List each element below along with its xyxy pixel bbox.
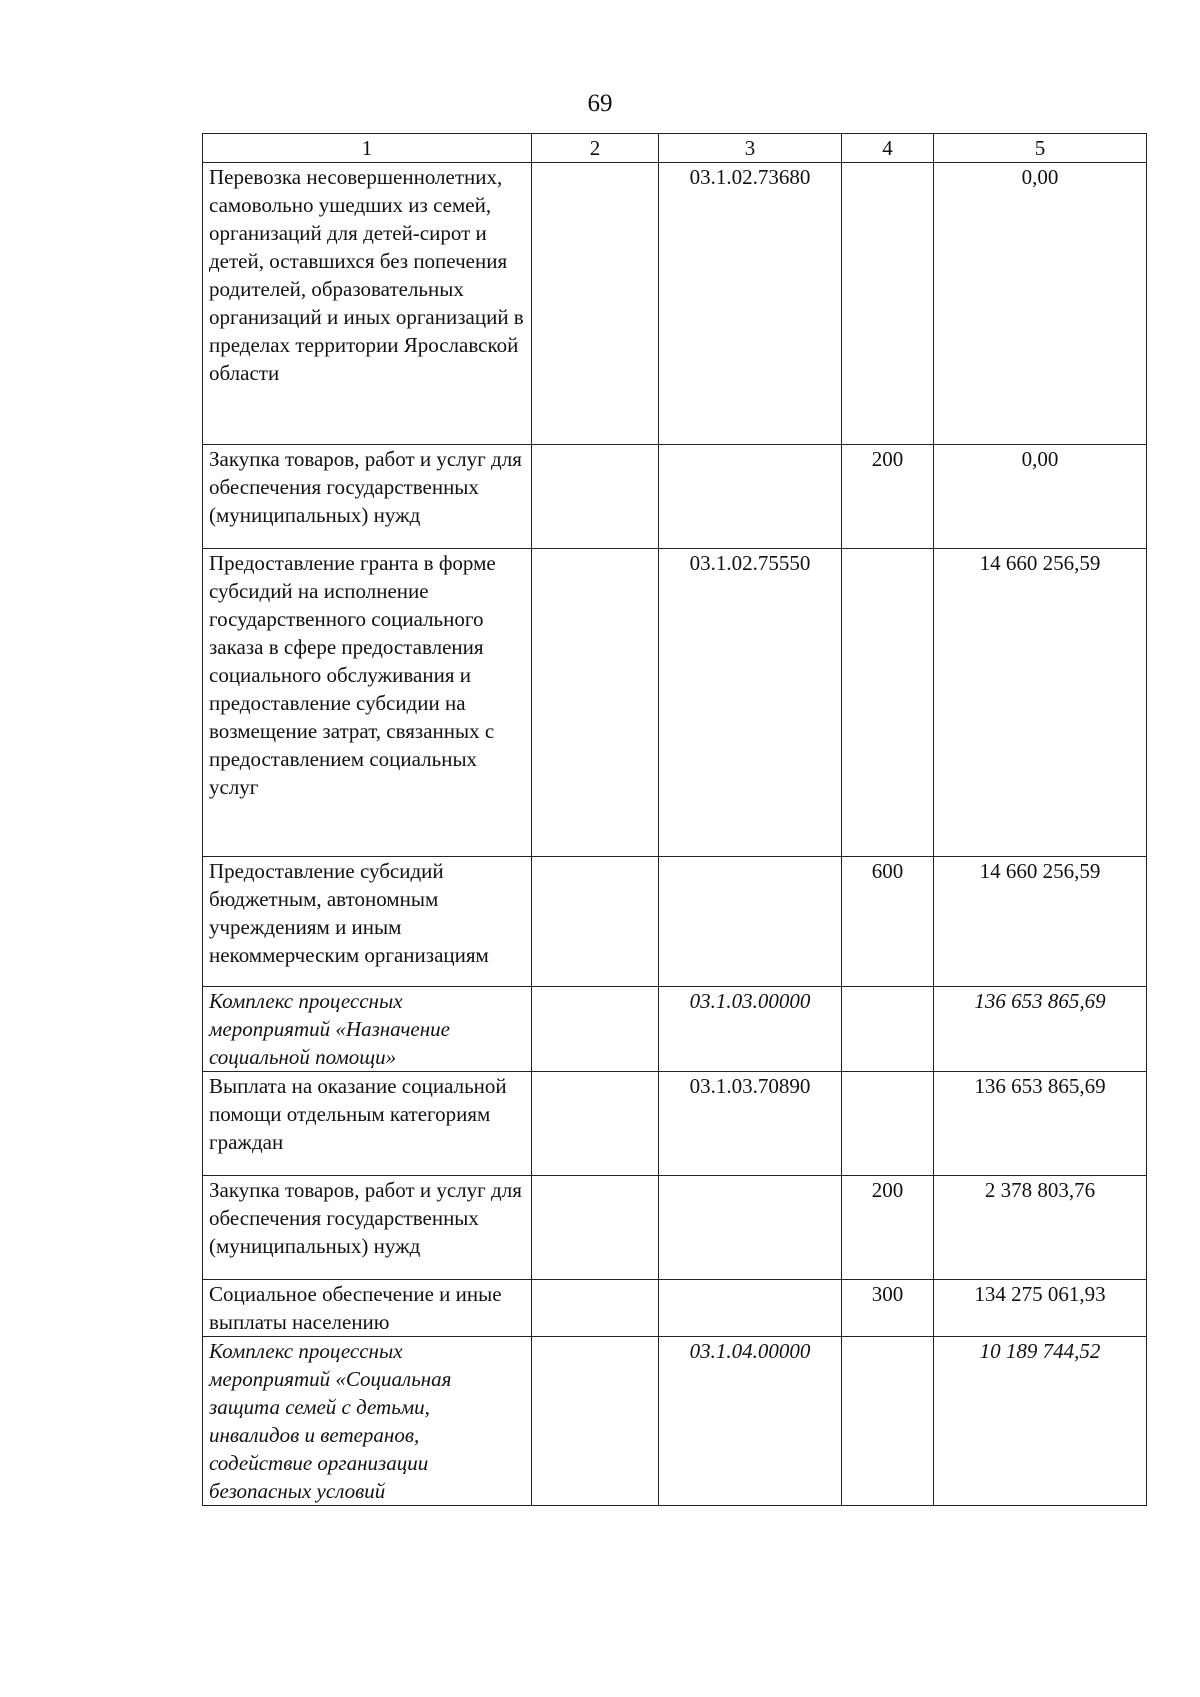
row-name: Перевозка несовершеннолетних, самовольно ушедших из семей, организаций для детей-сирот и детей, оставшихся без попечения родителей, образовательных организаций и иных организаций в пределах территории Ярославской области: [203, 163, 532, 445]
row-col2: [532, 1072, 659, 1176]
row-name: Закупка товаров, работ и услуг для обеспечения государственных (муниципальных) нужд: [203, 445, 532, 549]
table-row: [203, 163, 1147, 445]
column-header: 5: [934, 134, 1147, 163]
row-expense-type: 600: [842, 857, 934, 987]
row-code: [659, 857, 842, 987]
budget-table: [202, 133, 1147, 1506]
row-col2: [532, 445, 659, 549]
table-row: [203, 1337, 1147, 1506]
row-code: [659, 1176, 842, 1280]
table-body: [203, 163, 1147, 1506]
row-name: Социальное обеспечение и иные выплаты населению: [203, 1280, 532, 1337]
column-header: 4: [842, 134, 934, 163]
row-name: Закупка товаров, работ и услуг для обеспечения государственных (муниципальных) нужд: [203, 1176, 532, 1280]
row-code: [659, 445, 842, 549]
row-col2: [532, 549, 659, 857]
row-amount: 0,00: [934, 445, 1147, 549]
table-row: [203, 1072, 1147, 1176]
row-code: 03.1.03.70890: [659, 1072, 842, 1176]
row-amount: 134 275 061,93: [934, 1280, 1147, 1337]
row-amount: 136 653 865,69: [934, 1072, 1147, 1176]
row-amount: 0,00: [934, 163, 1147, 445]
table-row: [203, 1176, 1147, 1280]
row-expense-type: 200: [842, 445, 934, 549]
page-number: 69: [587, 90, 613, 117]
header-row: [203, 134, 1147, 163]
row-name: Комплекс процессных мероприятий «Назначение социальной помощи»: [203, 987, 532, 1072]
row-col2: [532, 163, 659, 445]
column-header: 3: [659, 134, 842, 163]
row-code: 03.1.02.73680: [659, 163, 842, 445]
row-code: 03.1.04.00000: [659, 1337, 842, 1506]
table-row: [203, 1280, 1147, 1337]
row-expense-type: [842, 987, 934, 1072]
row-col2: [532, 857, 659, 987]
row-amount: 14 660 256,59: [934, 549, 1147, 857]
row-expense-type: 300: [842, 1280, 934, 1337]
row-col2: [532, 1176, 659, 1280]
row-name: Предоставление гранта в форме субсидий на исполнение государственного социального заказа в сфере предоставления социального обслуживания и предоставление субсидии на возмещение затрат, связанных с предоставлением социальных услуг: [203, 549, 532, 857]
table-row: [203, 549, 1147, 857]
row-col2: [532, 1280, 659, 1337]
row-amount: 136 653 865,69: [934, 987, 1147, 1072]
table-row: [203, 987, 1147, 1072]
row-name: Выплата на оказание социальной помощи отдельным категориям граждан: [203, 1072, 532, 1176]
row-expense-type: [842, 163, 934, 445]
row-code: [659, 1280, 842, 1337]
row-amount: 14 660 256,59: [934, 857, 1147, 987]
row-col2: [532, 1337, 659, 1506]
row-code: 03.1.03.00000: [659, 987, 842, 1072]
row-expense-type: 200: [842, 1176, 934, 1280]
table-row: [203, 445, 1147, 549]
row-expense-type: [842, 549, 934, 857]
row-name: Предоставление субсидий бюджетным, автономным учреждениям и иным некоммерческим организациям: [203, 857, 532, 987]
column-header: 2: [532, 134, 659, 163]
row-expense-type: [842, 1072, 934, 1176]
row-col2: [532, 987, 659, 1072]
table-row: [203, 857, 1147, 987]
row-expense-type: [842, 1337, 934, 1506]
row-amount: 10 189 744,52: [934, 1337, 1147, 1506]
row-name: Комплекс процессных мероприятий «Социальная защита семей с детьми, инвалидов и ветеранов, содействие организации безопасных условий: [203, 1337, 532, 1506]
column-header: 1: [203, 134, 532, 163]
row-code: 03.1.02.75550: [659, 549, 842, 857]
row-amount: 2 378 803,76: [934, 1176, 1147, 1280]
